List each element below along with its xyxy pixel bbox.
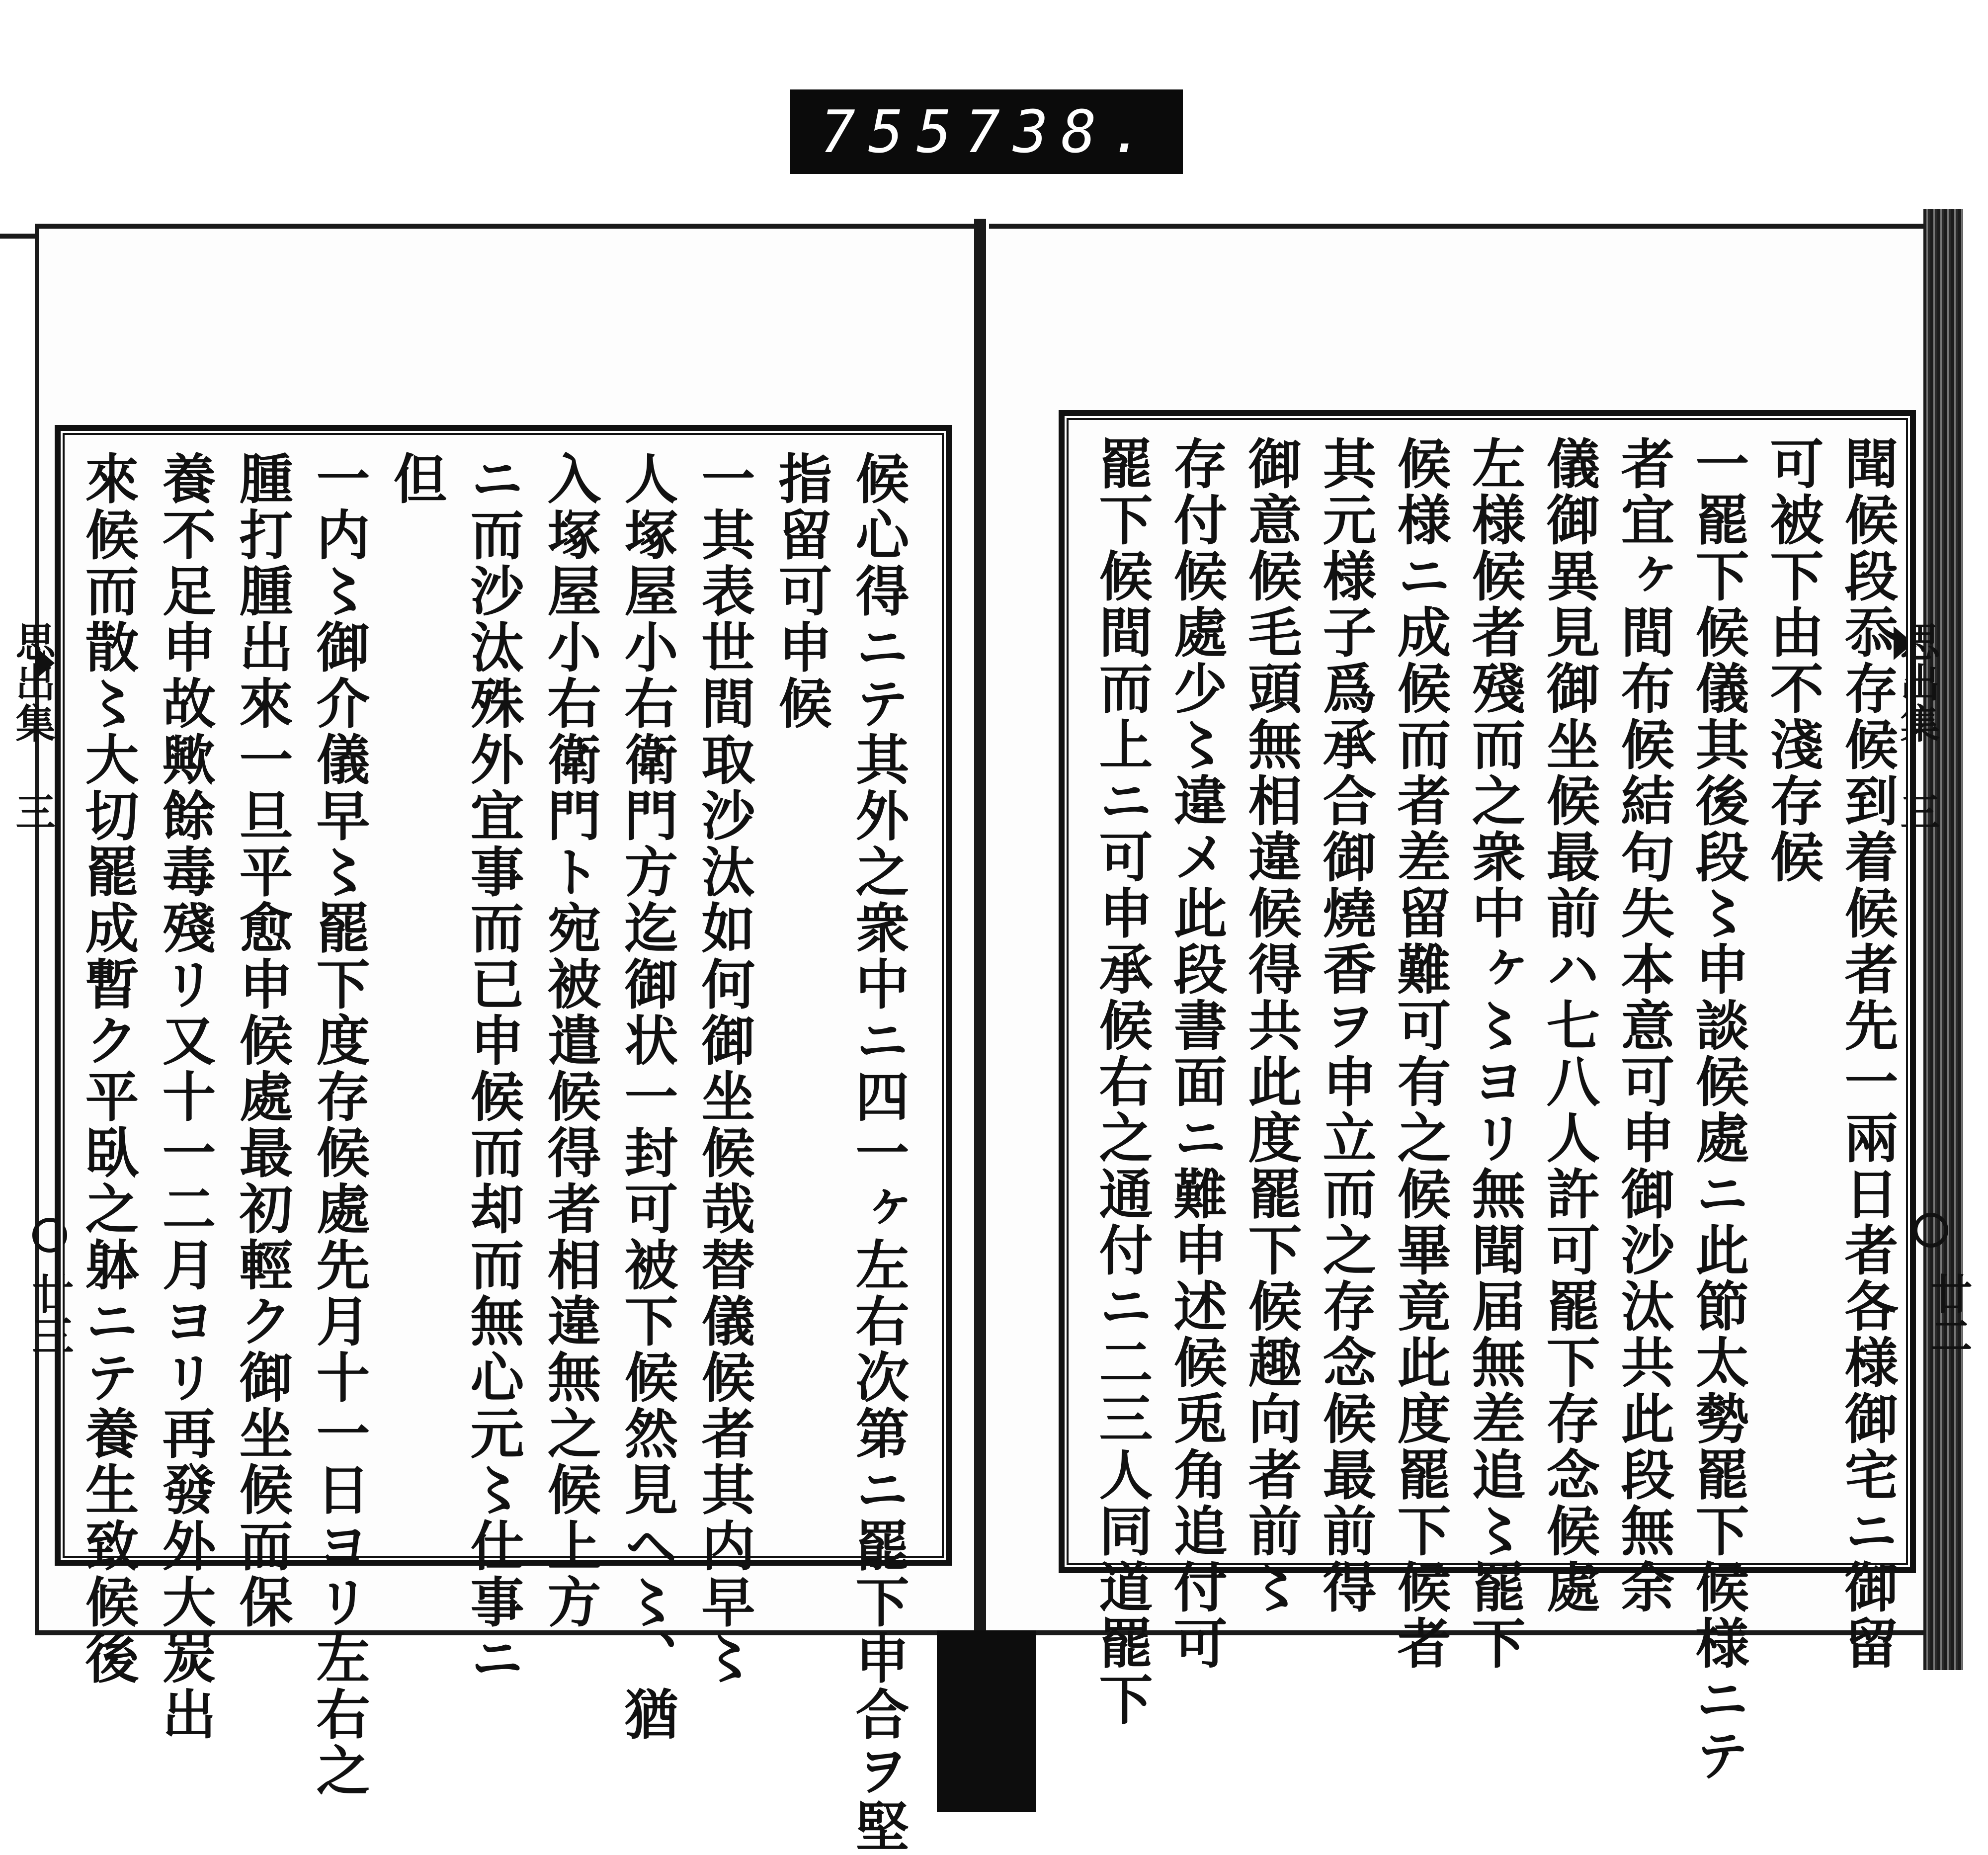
text-column: 腫打腫出來一旦平愈申候處最初輕ク御坐候而保 <box>230 451 293 1630</box>
text-column: 指留可申候 <box>769 451 832 732</box>
archive-number-left: 755 <box>820 97 965 166</box>
text-column: 一内〻御介儀早〻罷下度存候處先月十一日ヨリ左右之 <box>307 451 370 1799</box>
text-column: 但 <box>384 451 447 507</box>
text-column: 候様ニ成候而者差留難可有之候畢竟此度罷下候者 <box>1388 436 1451 1672</box>
folio-right: 廿二 <box>1924 1272 1973 1356</box>
running-title-left: 思出集 三 <box>9 621 56 832</box>
ring-mark-right <box>1913 1213 1948 1248</box>
text-column: 存付候處少〻違メ此段書面ニ難申述候兎角追付可 <box>1164 436 1227 1672</box>
text-column: 御意候毛頭無相違候得共此度罷下候趣向者前〻 <box>1239 436 1302 1615</box>
text-column: 一其表世間取沙汰如何御坐候哉替儀候者其内早〻 <box>692 451 755 1686</box>
text-column: 一罷下候儀其後段〻申談候處ニ此節太勢罷下候様ニテ <box>1686 436 1749 1784</box>
text-column: 者宜ヶ間布候結句失本意可申御沙汰共此段無余 <box>1612 436 1674 1615</box>
text-column: 其元様子爲承合御燒香ヲ申立而之存念候最前得 <box>1314 436 1376 1615</box>
text-column: 聞候段忝存候到着候者先一兩日者各様御宅ニ御留 <box>1835 436 1898 1672</box>
text-column: 儀御異見御坐候最前ハ七八人許可罷下存念候處 <box>1537 436 1600 1615</box>
text-column: 入塚屋小右衛門ト宛被遣候得者相違無之候上方 <box>538 451 601 1630</box>
book-spine-bottom <box>937 1630 1036 1812</box>
text-column: 罷下候間而上ニ可申承候右之通付ニ二三人同道罷下 <box>1090 436 1153 1728</box>
archive-number-label <box>790 89 1183 174</box>
page-edges-right <box>1923 209 1963 1670</box>
book-spine <box>974 219 986 1630</box>
text-frame-left <box>55 425 952 1855</box>
folio-left: 廿三 <box>25 1272 75 1356</box>
text-column: ニ而沙汰殊外宜事而已申候而却而無心元〻仕事ニ <box>461 451 524 1686</box>
archive-number-right: 738. <box>965 97 1158 166</box>
running-title-right: 思出集 三 <box>1894 621 1940 832</box>
text-column: 養不足申故歟餘毒殘リ又十一二月ヨリ再發外大炭出 <box>153 451 216 1743</box>
left-edge-line <box>0 234 35 239</box>
text-column: 可被下由不淺存候 <box>1761 436 1823 885</box>
text-column: 來候而散〻大切罷成暫ク平臥之躰ニテ養生致候後 <box>76 451 139 1686</box>
text-column: 左様候者殘而之衆中ヶ〻ヨリ無聞届無差追〻罷下 <box>1463 436 1525 1672</box>
text-column: 候心得ニテ其外之衆中ニ四一ヶ左右次第ニ罷下申合ヲ堅 <box>846 451 909 1855</box>
text-frame-right <box>1059 410 1916 1784</box>
text-column: 人塚屋小右衛門方迄御状一封可被下候然見ヘ〻、猶 <box>615 451 678 1743</box>
